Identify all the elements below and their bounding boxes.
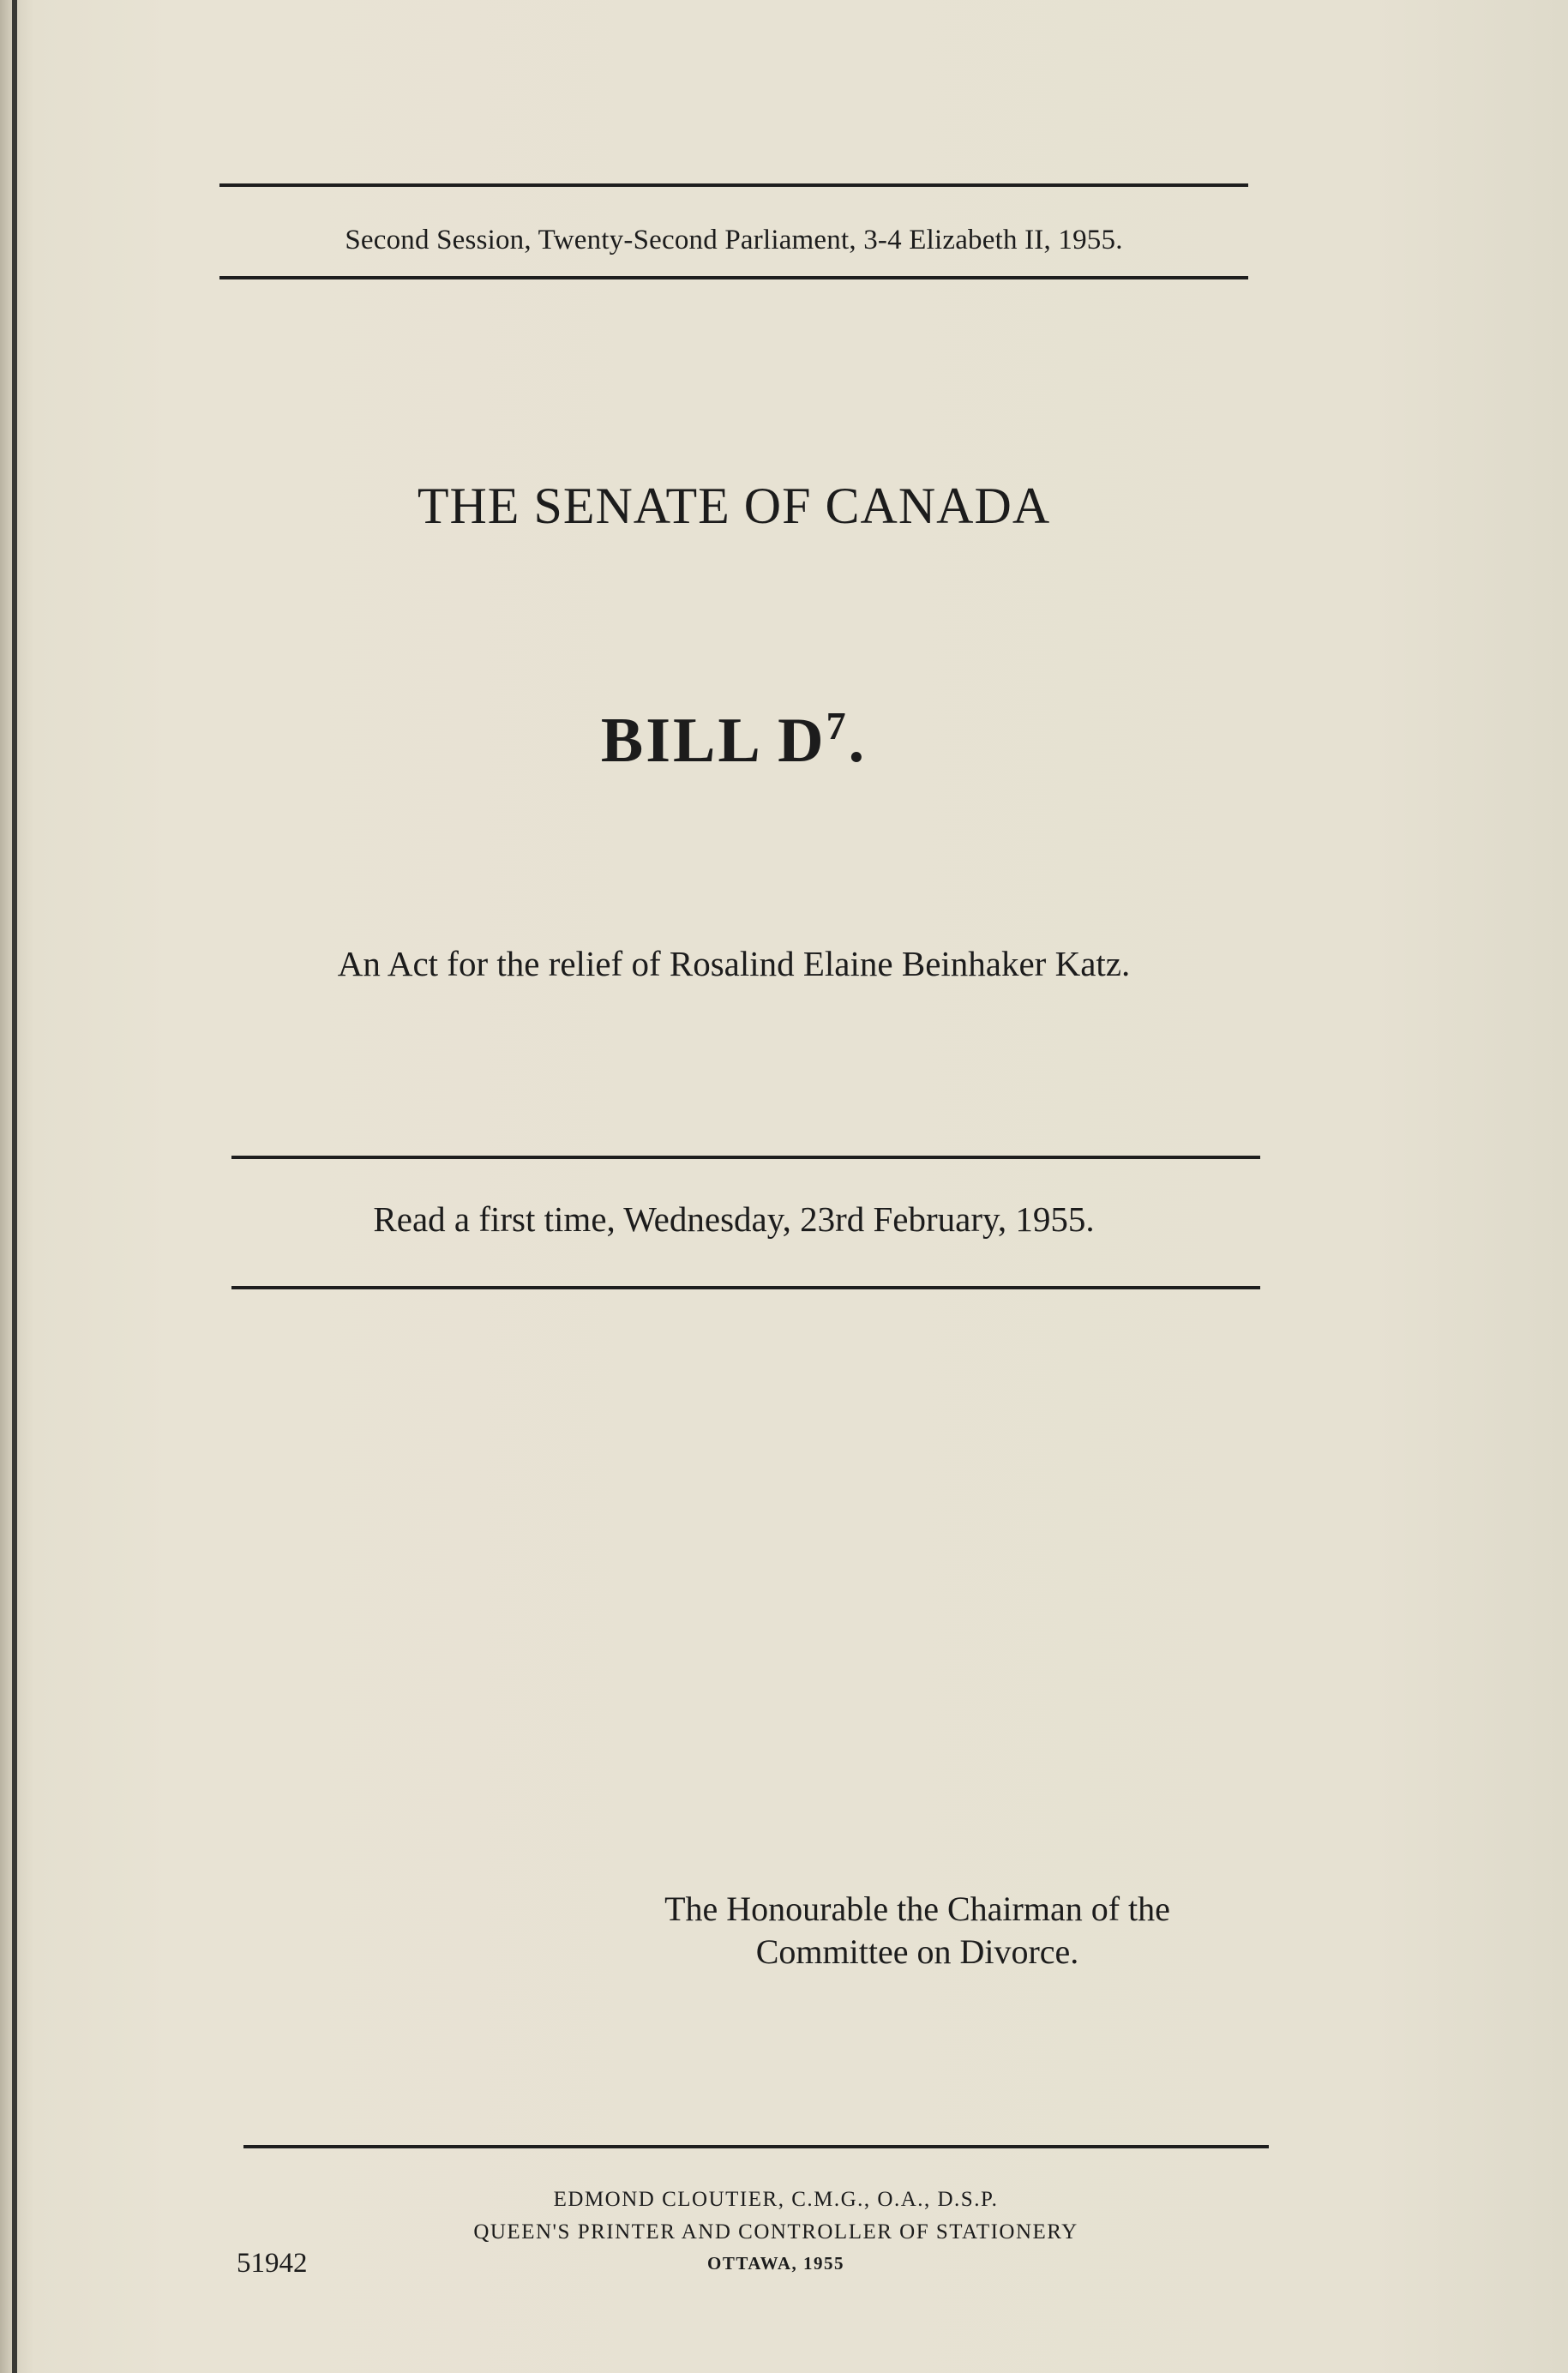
bill-period: . [848, 706, 868, 776]
reading-top-rule [231, 1156, 1260, 1159]
session-line: Second Session, Twenty-Second Parliament, 3-4 Elizabeth II, 1955. [345, 225, 1123, 255]
sponsor-block [574, 1888, 1260, 1973]
footer-rule [243, 2145, 1269, 2148]
printer-title: QUEEN'S PRINTER AND CONTROLLER OF STATIONERY [473, 2220, 1078, 2244]
bill-title [219, 703, 1248, 778]
bill-number-superscript: 7 [826, 704, 849, 748]
sponsor-line-1: The Honourable the Chairman of the [664, 1889, 1170, 1928]
reading-bottom-rule [231, 1286, 1260, 1289]
printer-name: EDMOND CLOUTIER, C.M.G., O.A., D.S.P. [553, 2188, 999, 2211]
sponsor-line-2: Committee on Divorce. [755, 1932, 1079, 1971]
top-rule [219, 183, 1248, 187]
first-reading-line: Read a first time, Wednesday, 23rd February, 1955. [373, 1199, 1095, 1239]
session-rule [219, 276, 1248, 279]
binding-edge [12, 0, 17, 2373]
chamber-title: THE SENATE OF CANADA [417, 478, 1051, 534]
act-description: An Act for the relief of Rosalind Elaine Beinhaker Katz. [337, 944, 1131, 983]
bill-label: BILL D [600, 706, 826, 776]
binding-shadow [0, 0, 12, 2373]
printer-place-year: OTTAWA, 1955 [707, 2253, 844, 2274]
print-number: 51942 [237, 2248, 308, 2279]
